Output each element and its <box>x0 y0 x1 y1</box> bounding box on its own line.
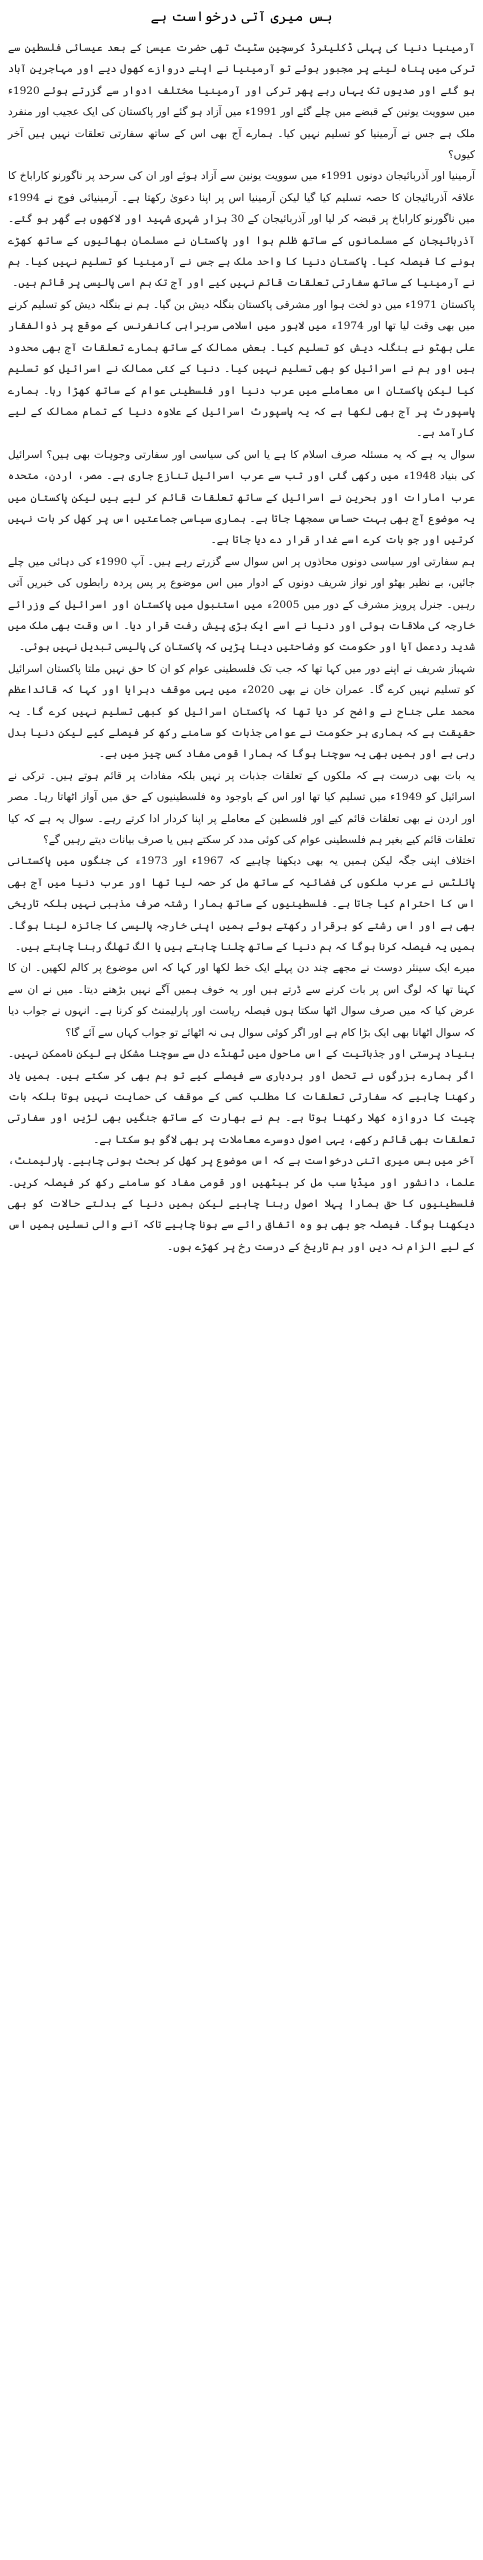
article-paragraph: اختلاف اپنی جگہ لیکن ہمیں یہ بھی دیکھنا چاہیے کہ 1967ء اور 1973ء کی جنگوں میں پاکستانی پائلٹس نے عرب ملکوں کی فضائیہ کے ساتھ مل کر حصہ لیا تھا اور عرب دنیا میں آج بھی اس کا احترام کیا جاتا ہے۔ فلسطینیوں کے ساتھ ہمارا رشتہ صرف مذہبی نہیں بلکہ تاریخی بھی ہے اور اس رشتے کو برقرار رکھتے ہوئے ہمیں اپنی خارجہ پالیسی کا جائزہ لینا ہوگا۔ ہمیں یہ فیصلہ کرنا ہوگا کہ ہم دنیا کے ساتھ چلنا چاہتے ہیں یا الگ تھلگ رہنا چاہتے ہیں۔ <box>8 855 476 954</box>
article-paragraph: سوال یہ ہے کہ یہ مسئلہ صرف اسلام کا ہے یا اس کی سیاسی اور سفارتی وجوہات بھی ہیں؟ اسرائیل کی بنیاد 1948ء میں رکھی گئی اور تب سے عرب اسرائیل تنازع جاری ہے۔ مصر، اردن، متحدہ عرب امارات اور بحرین نے اسرائیل کے ساتھ تعلقات قائم کر لیے ہیں لیکن پاکستان میں یہ موضوع آج بھی بہت حساس سمجھا جاتا ہے۔ ہماری سیاسی جماعتیں اس پر کھل کر بات نہیں کرتیں اور جو بات کرے اسے غدار قرار دے دیا جاتا ہے۔ <box>8 448 476 547</box>
article-paragraph: یہ بات بھی درست ہے کہ ملکوں کے تعلقات جذبات پر نہیں بلکہ مفادات پر قائم ہوتے ہیں۔ ترکی نے اسرائیل کو 1949ء میں تسلیم کیا تھا اور اس کے باوجود وہ فلسطینیوں کے حق میں آواز اٹھاتا رہا۔ مصر اور اردن نے بھی تعلقات قائم کیے اور فلسطین کے معاملے پر اپنا کردار ادا کرتے رہے۔ سوال یہ ہے کہ کیا تعلقات قائم کیے بغیر ہم فلسطینی عوام کی کوئی مدد کر سکتے ہیں یا صرف بیانات دیتے رہیں گے؟ <box>8 769 475 847</box>
article-headline: بس میری آتی درخواست ہے <box>150 9 333 25</box>
article-paragraph: ہم سفارتی اور سیاسی دونوں محاذوں پر اس سوال سے گزرتے رہے ہیں۔ آپ 1990ء کی دہائی میں چلے جائیں، بے نظیر بھٹو اور نواز شریف دونوں کے ادوار میں اس موضوع پر پس پردہ رابطوں کی خبریں آتی رہیں۔ جنرل پرویز مشرف کے دور میں 2005ء میں استنبول میں پاکستان اور اسرائیل کے وزرائے خارجہ کی ملاقات ہوئی اور دنیا نے اسے ایک بڑی پیش رفت قرار دیا۔ اس وقت بھی ملک میں شدید ردعمل آیا اور حکومت کو وضاحتیں دینا پڑیں کہ پاکستان کی پالیسی تبدیل نہیں ہوئی۔ <box>8 555 475 654</box>
article-paragraph: آخر میں بس میری اتنی درخواست ہے کہ اس موضوع پر کھل کر بحث ہونی چاہیے۔ پارلیمنٹ، علما، دانشور اور میڈیا سب مل کر بیٹھیں اور قومی مفاد کو سامنے رکھ کر فیصلہ کریں۔ فلسطینیوں کا حق ہمارا پہلا اصول رہنا چاہیے لیکن ہمیں دنیا کے بدلتے حالات کو بھی دیکھنا ہوگا۔ فیصلہ جو بھی ہو وہ اتفاق رائے سے ہونا چاہیے تاکہ آنے والی نسلیں ہمیں اس کے لیے الزام نہ دیں اور ہم تاریخ کے درست رخ پر کھڑے ہوں۔ <box>8 1155 475 1253</box>
article-paragraph: آرمینیا دنیا کی پہلی ڈکلیئرڈ کرسچین سٹیٹ تھی حضرت عیسیٰ کے بعد عیسائی فلسطین سے ترکی میں پناہ لینے پر مجبور ہوئے تو آرمینیا نے اپنے دروازے کھول دیے اور مہاجرین آباد ہو گئے اور صدیوں تک یہاں رہے پھر ترکی اور آرمینیا مختلف ادوار سے گزرتے ہوئے 1920ء میں سوویت یونین کے قبضے میں چلے گئے اور 1991ء میں آزاد ہو گئے اور پاکستان کی ایک عجیب اور منفرد ملک ہے جس نے آرمینیا کو تسلیم نہیں کیا۔ ہمارے آج بھی اس کے ساتھ سفارتی تعلقات نہیں ہیں آخر کیوں؟ <box>8 42 475 162</box>
article-paragraph: آرمینیا اور آذربائیجان دونوں 1991ء میں سوویت یونین سے آزاد ہوئے اور ان کی سرحد پر ناگورنو کاراباخ کا علاقہ آذربائیجان کا حصہ تسلیم کیا گیا لیکن آرمینیا اس پر اپنا دعویٰ رکھتا ہے۔ آرمینیائی فوج نے 1994ء میں ناگورنو کاراباخ پر قبضہ کر لیا اور آذربائیجان کے 30 ہزار شہری شہید اور لاکھوں بے گھر ہو گئے۔ آذربائیجان کے مسلمانوں کے ساتھ ظلم ہوا اور پاکستان نے مسلمان بھائیوں کے ساتھ کھڑے ہونے کا فیصلہ کیا۔ پاکستان دنیا کا واحد ملک ہے جس نے آرمینیا کو تسلیم نہیں کیا۔ ہم نے آرمینیا کے ساتھ سفارتی تعلقات قائم نہیں کیے اور آج تک ہم اسی پالیسی پر قائم ہیں۔ <box>8 170 475 290</box>
article-paragraph: میرے ایک سینئر دوست نے مجھے چند دن پہلے ایک خط لکھا اور کہا کہ اس موضوع پر کالم لکھیں۔ ان کا کہنا تھا کہ لوگ اس پر بات کرنے سے ڈرتے ہیں اور یہ خوف ہمیں آگے نہیں بڑھنے دیتا۔ میں نے ان سے عرض کیا کہ میں صرف سوال اٹھا سکتا ہوں فیصلہ ریاست اور پارلیمنٹ کو کرنا ہے۔ انہوں نے جواب دیا کہ سوال اٹھانا بھی ایک بڑا کام ہے اور اگر کوئی سوال ہی نہ اٹھائے تو جواب کہاں سے آئے گا؟ <box>8 962 475 1039</box>
article-paragraph: بنیاد پرستی اور جذباتیت کے اس ماحول میں ٹھنڈے دل سے سوچنا مشکل ہے لیکن ناممکن نہیں۔ اگر ہمارے بزرگوں نے تحمل اور بردباری سے فیصلے کیے تو ہم بھی کر سکتے ہیں۔ ہمیں یاد رکھنا چاہیے کہ سفارتی تعلقات کا مطلب کسی کے موقف کی حمایت نہیں ہوتا بلکہ بات چیت کا دروازہ کھلا رکھنا ہوتا ہے۔ ہم نے بھارت کے ساتھ جنگیں بھی لڑیں اور سفارتی تعلقات بھی قائم رکھے، یہی اصول دوسرے معاملات پر بھی لاگو ہو سکتا ہے۔ <box>8 1048 475 1146</box>
article-paragraph: شہباز شریف نے اپنے دور میں کہا تھا کہ جب تک فلسطینی عوام کو ان کا حق نہیں ملتا پاکستان اسرائیل کو تسلیم نہیں کرے گا۔ عمران خان نے بھی 2020ء میں یہی موقف دہرایا اور کہا کہ قائداعظم محمد علی جناح نے واضح کر دیا تھا کہ پاکستان اسرائیل کو کبھی تسلیم نہیں کرے گا۔ یہ حقیقت ہے کہ ہماری ہر حکومت نے عوامی جذبات کو سامنے رکھ کر فیصلے کیے لیکن دنیا بدل رہی ہے اور ہمیں بھی یہ سوچنا ہوگا کہ ہمارا قومی مفاد کس چیز میں ہے۔ <box>8 662 475 761</box>
article-body <box>8 38 475 1258</box>
article-paragraph: پاکستان 1971ء میں دو لخت ہوا اور مشرقی پاکستان بنگلہ دیش بن گیا۔ ہم نے بنگلہ دیش کو تسلیم کرنے میں بھی وقت لیا تھا اور 1974ء میں لاہور میں اسلامی سربراہی کانفرنس کے موقع پر ذوالفقار علی بھٹو نے بنگلہ دیش کو تسلیم کیا۔ بعض ممالک کے ساتھ ہمارے تعلقات آج بھی محدود ہیں اور ہم نے اسرائیل کو بھی تسلیم نہیں کیا۔ دنیا کے کئی ممالک نے اسرائیل کو تسلیم کیا لیکن پاکستان اس معاملے میں عرب دنیا اور فلسطینی عوام کے ساتھ کھڑا رہا۔ ہمارے پاسپورٹ پر آج بھی لکھا ہے کہ یہ پاسپورٹ اسرائیل کے علاوہ دنیا کے تمام ممالک کے لیے کارآمد ہے۔ <box>8 298 476 440</box>
